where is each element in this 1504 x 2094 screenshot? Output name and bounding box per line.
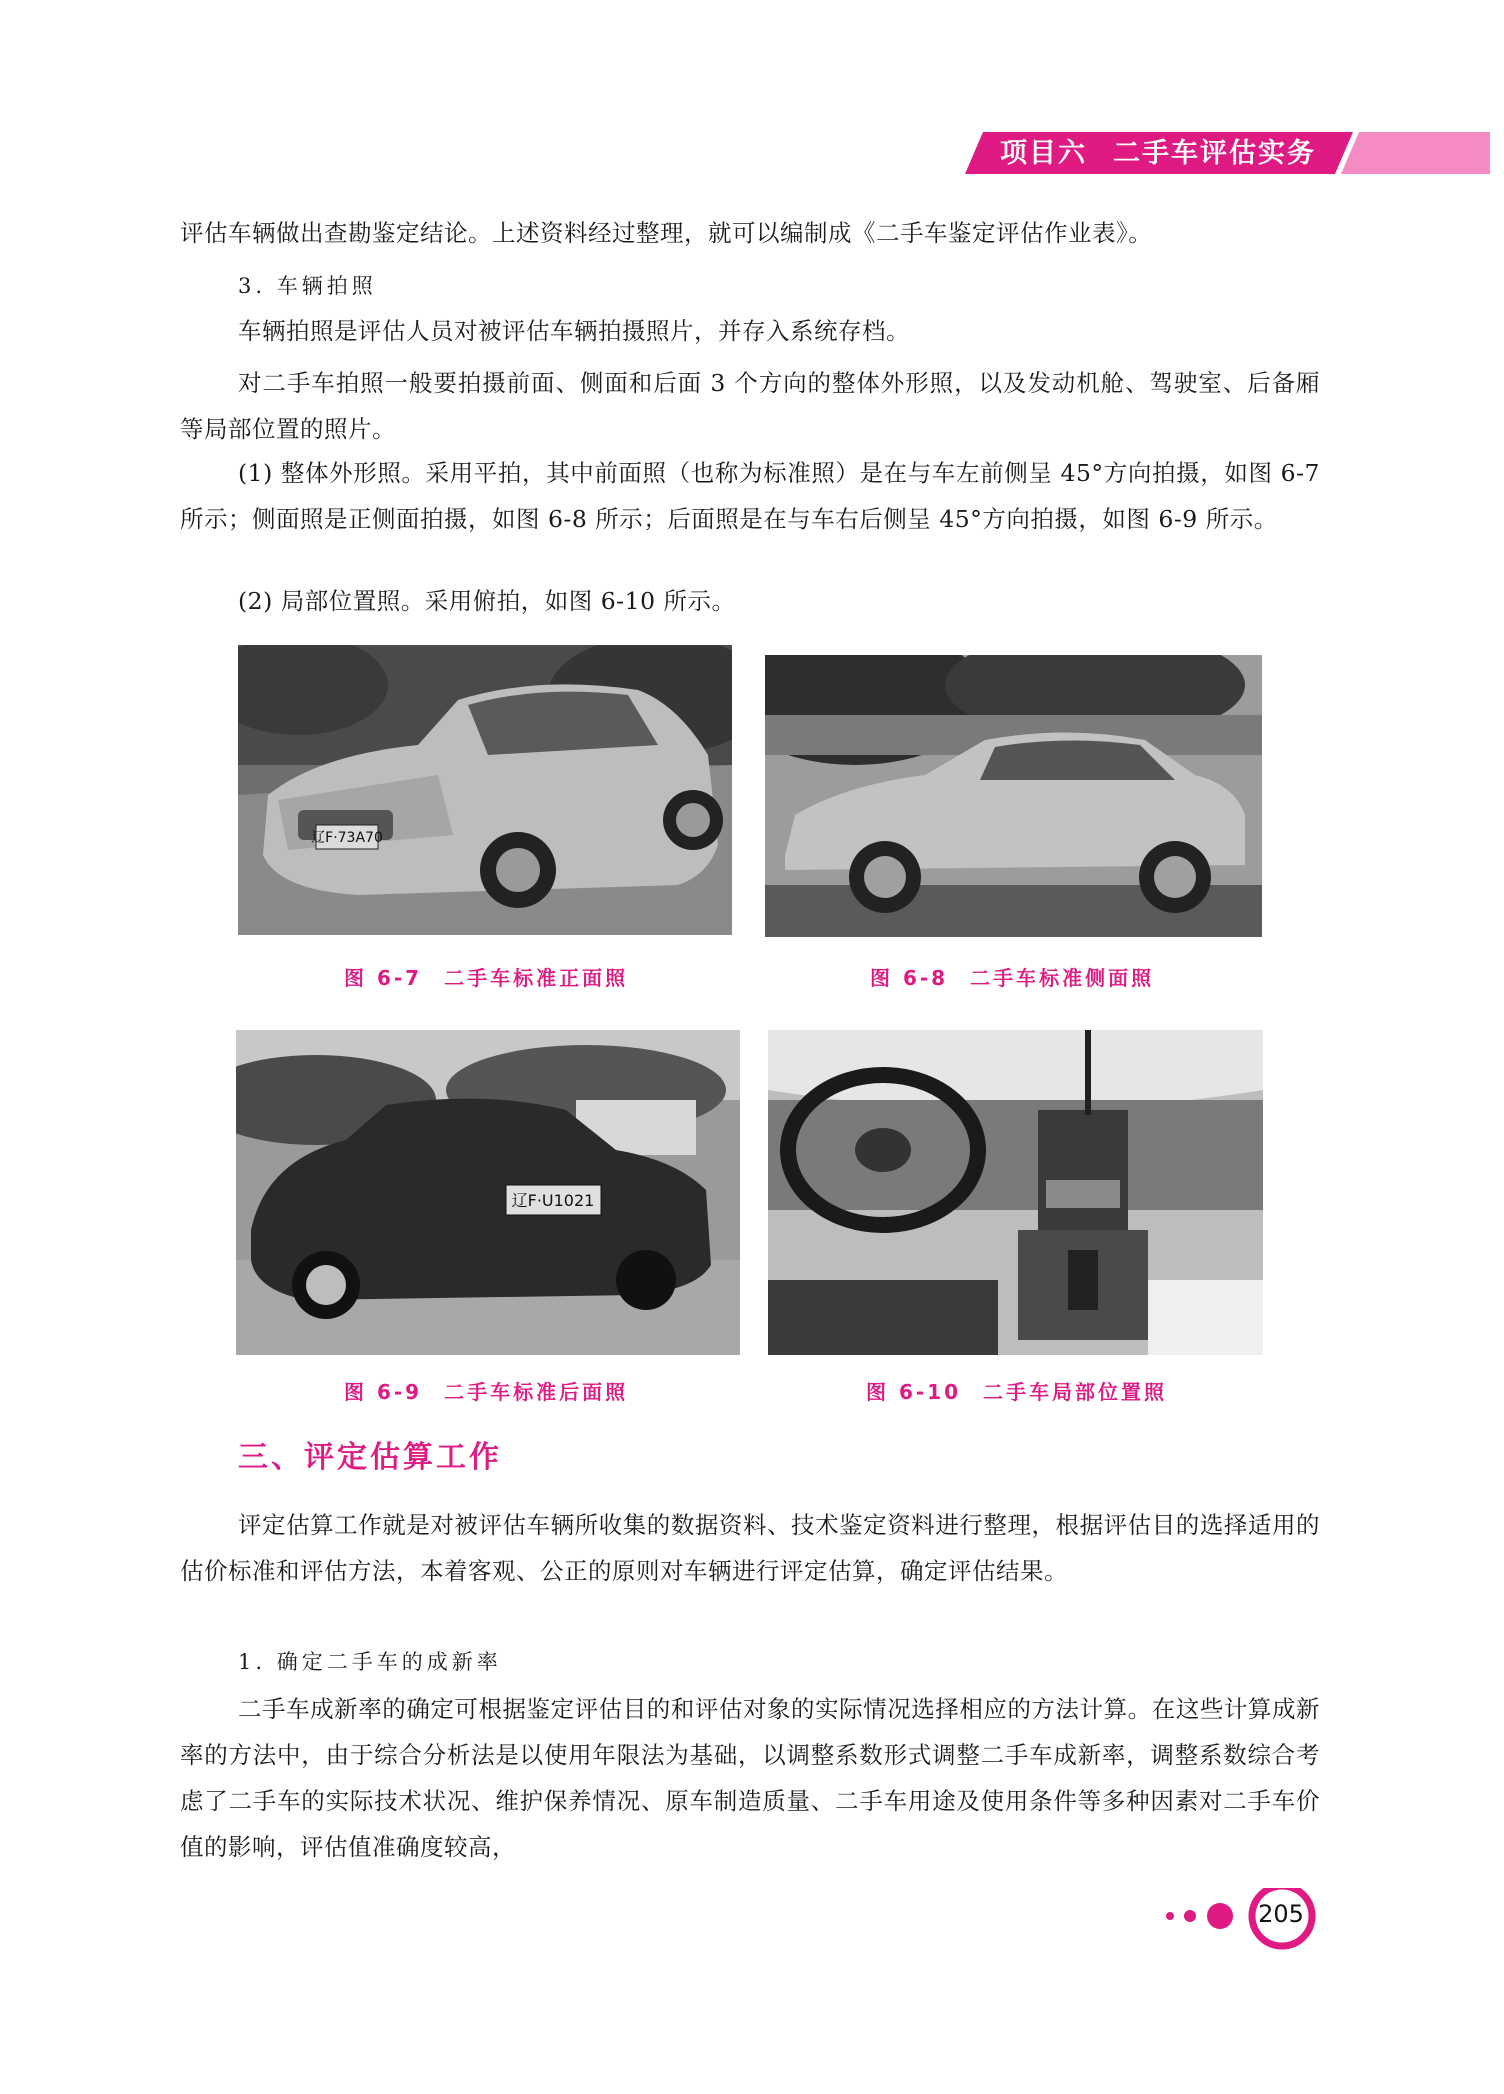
figure-6-8-caption <box>870 962 1154 991</box>
figure-6-7-caption <box>344 962 628 991</box>
figure-6-7-label: 图 6-7 <box>344 966 423 990</box>
figure-6-9-title: 二手车标准后面照 <box>444 1380 629 1404</box>
figure-6-9-plate: 辽F·U1021 <box>511 1191 595 1210</box>
figure-6-8-photo <box>765 655 1262 937</box>
figure-6-7-title: 二手车标准正面照 <box>444 966 629 990</box>
header-chapter-title: 二手车评估实务 <box>1113 138 1316 169</box>
paragraph-newness-rate: 二手车成新率的确定可根据鉴定评估目的和评估对象的实际情况选择相应的方法计算。在这些计算成新率的方法中，由于综合分析法是以使用年限法为基础，以调整系数形式调整二手车成新率，调整系数综合考虑了二手车的实际技术状况、维护保养情况、原车制造质量、二手车用途及使用条件等多种因素对二手车价值的影响，评估值准确度较高， <box>180 1695 1320 1861</box>
paragraph-section-intro: 评定估算工作就是对被评估车辆所收集的数据资料、技术鉴定资料进行整理，根据评估目的选择适用的估价标准和评估方法，本着客观、公正的原则对车辆进行评定估算，确定评估结果。 <box>180 1511 1320 1585</box>
figure-6-8-label: 图 6-8 <box>870 966 949 990</box>
paragraph-photo-3: (1) 整体外形照。采用平拍，其中前面照（也称为标准照）是在与车左前侧呈 45°方向拍摄，如图 6-7 所示；侧面照是正侧面拍摄，如图 6-8 所示；后面照是在与车右后侧呈 45°方向拍摄，如图 6-9 所示。 <box>180 459 1320 533</box>
figure-6-10-caption <box>866 1376 1167 1405</box>
figure-6-7-photo <box>238 645 732 935</box>
figure-6-8-title: 二手车标准侧面照 <box>970 966 1155 990</box>
figure-6-10-label: 图 6-10 <box>866 1380 962 1404</box>
heading-newness-rate: 1. 确定二手车的成新率 <box>238 1650 502 1674</box>
paragraph-photo-2: 对二手车拍照一般要拍摄前面、侧面和后面 3 个方向的整体外形照，以及发动机舱、驾驶室、后备厢等局部位置的照片。 <box>180 369 1320 443</box>
header-title <box>1000 134 1316 174</box>
figure-6-7-plate: 辽F·73A70 <box>311 830 383 846</box>
figure-6-9-photo <box>236 1030 740 1355</box>
header-project: 项目六 <box>1000 138 1087 169</box>
figure-6-9-label: 图 6-9 <box>344 1380 423 1404</box>
heading-vehicle-photo: 3. 车辆拍照 <box>238 274 377 298</box>
paragraph-photo-1: 车辆拍照是评估人员对被评估车辆拍摄照片，并存入系统存档。 <box>238 317 910 345</box>
section-title: 三、评定估算工作 <box>238 1440 502 1475</box>
figure-6-10-photo <box>768 1030 1263 1355</box>
figure-6-9-caption <box>344 1376 628 1405</box>
paragraph-continue: 评估车辆做出查勘鉴定结论。上述资料经过整理，就可以编制成《二手车鉴定评估作业表》。 <box>180 219 1153 247</box>
figure-6-10-title: 二手车局部位置照 <box>983 1380 1168 1404</box>
paragraph-photo-4: (2) 局部位置照。采用俯拍，如图 6-10 所示。 <box>238 587 736 615</box>
page-number: 205 <box>1258 1900 1304 1928</box>
